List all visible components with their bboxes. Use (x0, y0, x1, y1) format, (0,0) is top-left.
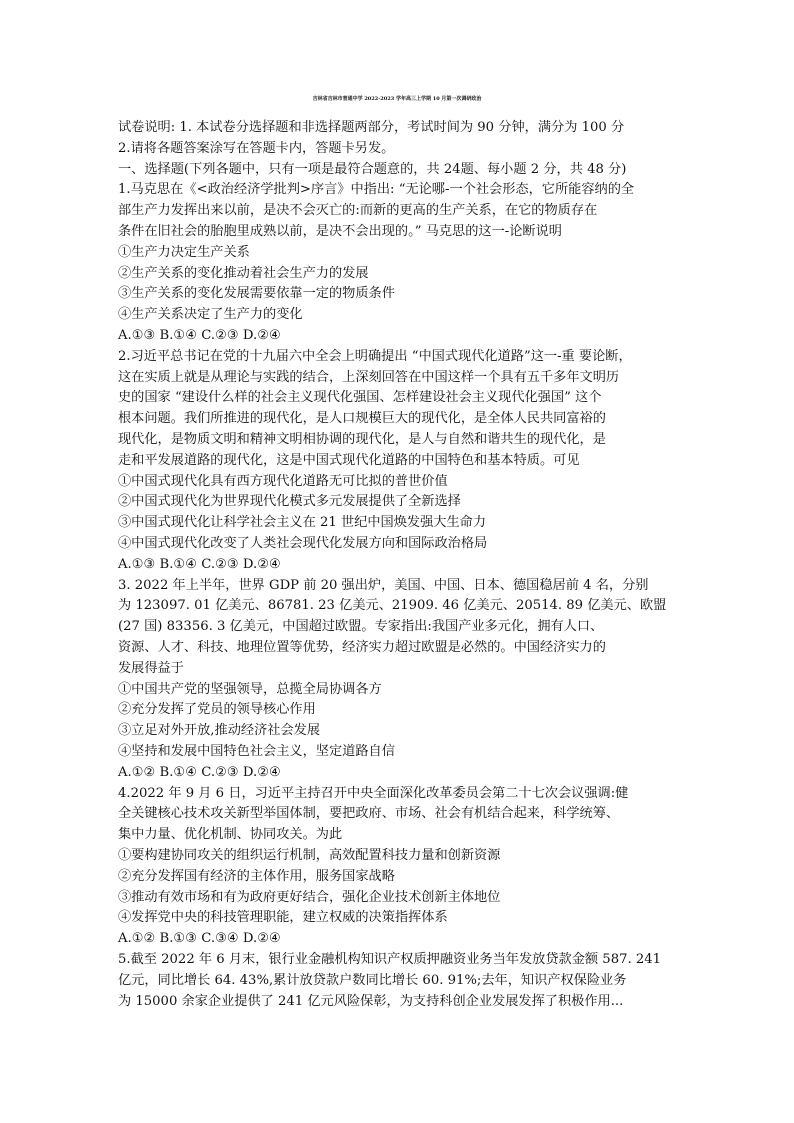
text-line: ②充分发挥国有经济的主体作用，服务国家战略 (118, 868, 395, 884)
text-line: (27 国) 83356. 3 亿美元，中国超过欧盟。专家指出:我国产业多元化，拥有人口、 (118, 619, 604, 635)
text-line: ③生产关系的变化发展需要依靠一定的物质条件 (118, 286, 395, 302)
text-line: A.①③ B.①④ C.②③ D.②④ (118, 556, 281, 572)
text-line: 根本问题。我们所推进的现代化，是人口规模巨大的现代化，是全体人民共同富裕的 (118, 411, 606, 427)
text-line: ①中国共产党的坚强领导，总揽全局协调各方 (118, 681, 382, 697)
text-line: 1.马克思在《<政治经济学批判>序言》中指出: “无论哪-一个社会形态，它所能容纳的全 (118, 182, 635, 198)
text-line: 史的国家 “建设什么样的社会主义现代化强国、怎样建设社会主义现代化强国” 这个 (118, 390, 602, 406)
text-line: 亿元，同比增长 64. 43%,累计放贷款户数同比增长 60. 91%;去年，知识产权保险业务 (118, 972, 627, 988)
text-line: 现代化，是物质文明和精神文明相协调的现代化，是人与自然和谐共生的现代化，是 (118, 432, 606, 447)
text-line: ④发挥党中央的科技管理职能，建立权威的决策指挥体系 (118, 910, 448, 926)
text-line: 部生产力发挥出来以前，是决不会灭亡的:而新的更高的生产关系，在它的物质存在 (118, 203, 598, 219)
text-line: 2.习近平总书记在党的十九届六中全会上明确提出 “中国式现代化道路”这一-重 要论断， (118, 348, 632, 364)
text-line: 这在实质上就是从理论与实践的结合，上深刻回答在中国这样一个具有五千多年文明历 (118, 369, 620, 385)
text-line: A.①② B.①③ C.③④ D.②④ (118, 931, 281, 947)
text-line: 3. 2022 年上半年，世界 GDP 前 20 强出炉，美国、中国、日本、德国稳居前 4 名，分别 (118, 577, 649, 593)
text-line: 5.截至 2022 年 6 月末，银行业金融机构知识产权质押融资业务当年发放贷款金额 587. 241 (118, 952, 662, 967)
text-line: ②充分发挥了党员的领导核心作用 (118, 702, 316, 718)
document-title: 吉林省吉林市普通中学 2022-2023 学年高三上学期 10 月第一次调研政治 (312, 96, 482, 102)
text-line: ③推动有效市场和有为政府更好结合，强化企业技术创新主体地位 (118, 889, 501, 905)
text-line: ②生产关系的变化推动着社会生产力的发展 (118, 265, 369, 281)
text-line: 为 123097. 01 亿美元、86781. 23 亿美元、21909. 46 亿美元、20514. 89 亿美元、欧盟 (118, 598, 667, 614)
text-line: ④中国式现代化改变了人类社会现代化发展方向和国际政治格局 (118, 536, 488, 551)
text-line: ④生产关系决定了生产力的变化 (118, 307, 303, 323)
text-line: 2.请将各题答案涂写在答题卡内，答题卡另发。 (118, 140, 395, 156)
text-line: 全关键核心技术攻关新型举国体制，要把政府、市场、社会有机结合起来，科学统筹、 (118, 806, 620, 822)
text-line: ④坚持和发展中国特色社会主义，坚定道路自信 (118, 744, 395, 759)
text-line: 4.2022 年 9 月 6 日，习近平主持召开中央全面深化改革委员会第二十七次会议强调:健 (118, 785, 629, 801)
text-line: 试卷说明: 1. 本试卷分选择题和非选择题两部分，考试时间为 90 分钟，满分为 100 分 (118, 120, 625, 135)
text-line: 集中力量、优化机制、协同攻关。为此 (118, 827, 343, 843)
text-line: ①中国式现代化具有西方现代化道路无可比拟的普世价值 (118, 473, 448, 489)
text-line: A.①③ B.①④ C.②③ D.②④ (118, 328, 281, 343)
text-line: A.①② B.①④ C.②③ D.②④ (118, 764, 281, 780)
text-line: ②中国式现代化为世界现代化模式多元发展提供了全新选择 (118, 494, 461, 510)
text-line: 资源、人才、科技、地理位置等优势，经济实力超过欧盟是必然的。中国经济实力的 (118, 640, 606, 655)
text-line: ①生产力决定生产关系 (118, 244, 250, 260)
text-line: ③立足对外开放,推动经济社会发展 (118, 723, 321, 739)
text-line: ①要构建协同攻关的组织运行机制，高效配置科技力量和创新资源 (118, 848, 501, 863)
text-line: 发展得益于 (118, 660, 184, 676)
text-line: 条件在旧社会的胎胞里成熟以前，是决不会出现的。” 马克思的这一-论断说明 (118, 224, 562, 239)
text-line: 走和平发展道路的现代化，这是中国式现代化道路的中国特色和基本特质。可见 (118, 452, 580, 468)
text-line: 一、选择题(下列各题中，只有一项是最符合题意的，共 24题、每小题 2 分，共 48 分) (118, 161, 627, 177)
text-line: ③中国式现代化让科学社会主义在 21 世纪中国焕发强大生命力 (118, 515, 487, 531)
text-line: 为 15000 余家企业提供了 241 亿元风险保彰，为支持科创企业发展发挥了积极作用... (118, 993, 624, 1009)
